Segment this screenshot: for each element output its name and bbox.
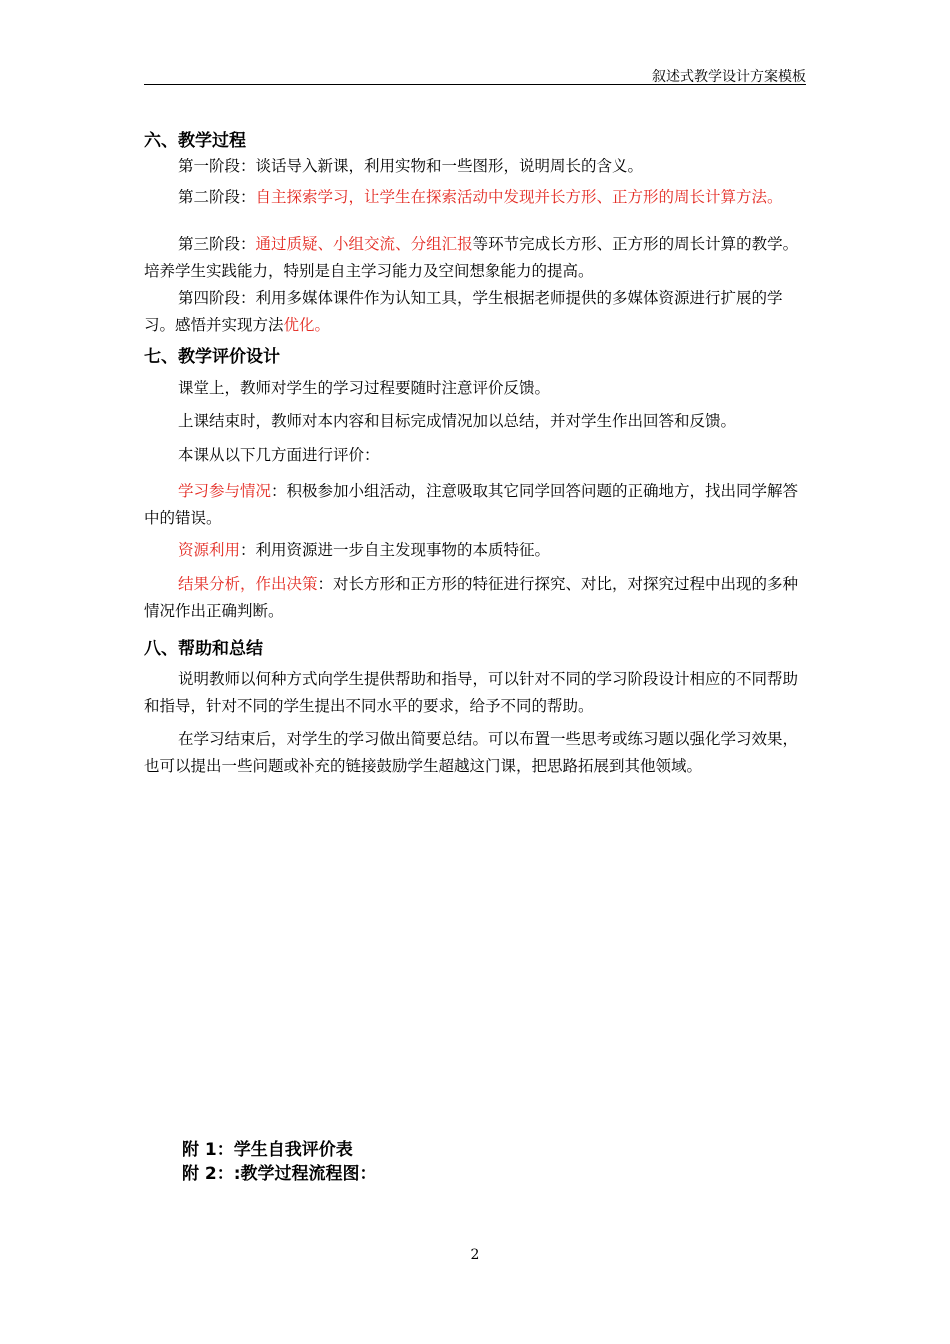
appendix-1: 附 1：学生自我评价表 [182,1140,353,1160]
s6-stage-4 [144,285,808,339]
s6-stage-3-text: 等环节完成长方形、正方形的周长计算的教学。培养学生实践能力，特别是自主学习能力及空间想象能力的提高。 [144,235,799,280]
appendix-2: 附 2：:教学过程流程图： [182,1164,377,1184]
s6-stage-1: 第一阶段：谈话导入新课，利用实物和一些图形，说明周长的含义。 [178,157,644,175]
section-7-heading: 七、教学评价设计 [144,347,280,367]
s6-stage-3-sep-2: 、 [395,235,411,253]
s6-stage-3-sep-1: 、 [317,235,334,253]
section-6-heading: 六、教学过程 [144,131,246,151]
s6-stage-2-label: 第二阶段： [178,188,256,206]
s6-stage-3 [144,231,808,285]
s6-stage-3-highlight-2: 小组交流 [333,235,396,253]
s6-stage-3-label: 第三阶段： [178,235,256,253]
s6-stage-4-highlight: 优化。 [283,316,331,334]
s7-criterion-participation-text: ：积极参加小组活动，注意吸取其它同学回答问题的正确地方，找出同学解答中的错误。 [144,482,799,527]
s8-para-2: 在学习结束后，对学生的学习做出简要总结。可以布置一些思考或练习题以强化学习效果，也可以提出一些问题或补充的链接鼓励学生超越这门课，把思路拓展到其他领域。 [144,730,799,775]
s6-stage-3-highlight-1: 通过质疑 [255,235,318,253]
s7-criterion-analysis [144,571,808,625]
s8-para-1: 说明教师以何种方式向学生提供帮助和指导，可以针对不同的学习阶段设计相应的不同帮助和指导，针对不同的学生提出不同水平的要求，给予不同的帮助。 [144,670,799,715]
header-divider [144,84,806,85]
s6-stage-3-highlight-3: 分组汇报 [410,235,473,253]
s7-criterion-analysis-label: 结果分析，作出决策 [178,575,318,593]
s7-para-3: 本课从以下几方面进行评价： [178,446,380,464]
page-number: 2 [470,1247,480,1263]
s7-criterion-analysis-text: ：对长方形和正方形的特征进行探究、对比，对探究过程中出现的多种情况作出正确判断。 [144,575,799,620]
s6-stage-2-highlight: 自主探索学习，让学生在探索活动中发现并长方形、正方形的周长计算方法。 [255,188,783,206]
s7-para-2: 上课结束时，教师对本内容和目标完成情况加以总结，并对学生作出回答和反馈。 [178,412,737,430]
s7-criterion-resources-text: ：利用资源进一步自主发现事物的本质特征。 [240,541,551,559]
s6-stage-4-text: 第四阶段：利用多媒体课件作为认知工具，学生根据老师提供的多媒体资源进行扩展的学习。感悟并实现方法 [144,289,783,334]
s7-criterion-participation [144,478,808,532]
s7-criterion-resources [144,537,808,564]
s6-stage-2 [144,184,808,211]
section-8-heading: 八、帮助和总结 [144,639,263,659]
s7-para-1: 课堂上，教师对学生的学习过程要随时注意评价反馈。 [178,379,551,397]
s7-criterion-resources-label: 资源利用 [178,541,241,559]
s7-criterion-participation-label: 学习参与情况 [178,482,272,500]
page-header-title: 叙述式教学设计方案模板 [652,69,806,85]
